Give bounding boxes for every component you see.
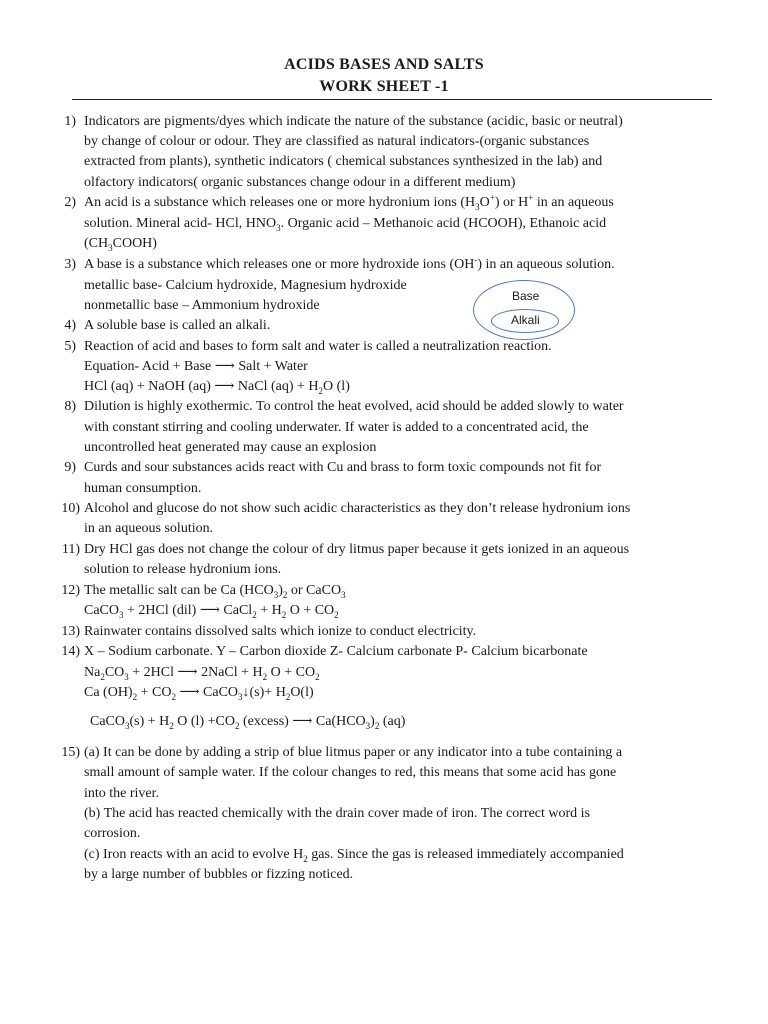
item-text-line: (a) It can be done by adding a strip of blue litmus paper or any indicator into a tube containing a	[84, 745, 623, 760]
item-text-line: HCl (aq) + NaOH (aq) ⟶ NaCl $(aq) + H_2O$ (l)	[84, 379, 350, 396]
item-text-line: CaCO$_3$ + 2HCl (dil) ⟶ CaCl$_2$ + $H_2$ $O + CO_2$	[84, 603, 339, 620]
item-text-line: (c) Iron reacts with an acid to evolve $H_2$ gas. Since the gas is released immediately accompanied	[84, 847, 624, 864]
item-text-line: in an aqueous solution.	[84, 521, 214, 536]
item-text-line: by a large number of bubbles or fizzing noticed.	[84, 867, 354, 882]
item-text-line: solution to release hydronium ions.	[84, 562, 282, 577]
item-text-line: $Na_2CO_3 + 2HCl$ ⟶ 2NaCl + $H_2$ $O + CO_2$	[84, 665, 320, 682]
item-text-line: olfactory indicators( organic substances change odour in a different medium)	[84, 175, 516, 190]
item-text-line: Alcohol and glucose do not show such acidic characteristics as they don’t release hydronium ions	[84, 501, 631, 516]
item-number: 5)	[64, 339, 76, 354]
item-number: 14)	[61, 644, 80, 659]
item-number: 9)	[64, 460, 76, 475]
item-number: 4)	[64, 318, 76, 333]
item-text-line: by change of colour or odour. They are classified as natural indicators-(organic substances	[84, 134, 590, 149]
item-text-line: A base is a substance which releases one or more hydroxide ions (OH-) in an aqueous solution.	[84, 254, 615, 272]
item-text-line: An acid is a substance which releases one or more hydronium ions $(H_3O^+)$ or H+ in an aqueous	[84, 192, 614, 212]
item-text-line: CaCO$_3$(s) + $H_2$ O $(l) +CO_2$ (excess) ⟶ $Ca(HCO_3)_2$ (aq)	[90, 714, 406, 731]
item-text-line: Curds and sour substances acids react with Cu and brass to form toxic compounds not fit for	[84, 460, 602, 475]
item-number: 8)	[64, 399, 76, 414]
item-number: 10)	[61, 501, 80, 516]
page-title: ACIDS BASES AND SALTS	[284, 56, 484, 73]
item-text-line: human consumption.	[84, 481, 202, 496]
item-text-line: solution. Mineral acid- HCl, $HNO_3$. Organic acid – Methanoic acid (HCOOH), Ethanoic acid	[84, 216, 607, 233]
item-number: 3)	[64, 257, 76, 272]
item-text-line: Equation- Acid + Base ⟶ Salt + Water	[84, 359, 308, 374]
item-text-line: The metallic salt can be Ca $(HCO_3)_2$ or CaCO$_3$	[84, 583, 346, 600]
item-text-line: with constant stirring and cooling underwater. If water is added to a concentrated acid, the	[84, 420, 589, 435]
page-subtitle: WORK SHEET -1	[319, 78, 449, 95]
item-text-line: corrosion.	[84, 826, 141, 841]
item-number: 11)	[61, 542, 80, 557]
item-number: 1)	[64, 114, 76, 129]
alkali-label: Alkali	[511, 313, 540, 327]
item-text-line: $(CH_3COOH)$	[84, 236, 157, 253]
item-text-line: (b) The acid has reacted chemically with the drain cover made of iron. The correct word is	[84, 806, 590, 821]
item-text-line: nonmetallic base – Ammonium hydroxide	[84, 298, 320, 313]
item-text-line: small amount of sample water. If the colour changes to red, this means that some acid has gone	[84, 765, 617, 780]
item-text-line: metallic base- Calcium hydroxide, Magnesium hydroxide	[84, 278, 407, 293]
item-text-line: X – Sodium carbonate. Y – Carbon dioxide Z- Calcium carbonate P- Calcium bicarbonate	[84, 644, 588, 659]
header-divider	[72, 99, 712, 100]
item-text-line: extracted from plants), synthetic indicators ( chemical substances synthesized in the lab) and	[84, 154, 603, 169]
item-text-line: Reaction of acid and bases to form salt and water is called a neutralization reaction.	[84, 339, 552, 354]
base-label: Base	[512, 289, 540, 303]
item-text-line: Ca $(OH)_2 + CO_2$ ⟶ CaCO$_3$↓(s)+ $H_2O(l)$	[84, 685, 314, 702]
item-text-line: Indicators are pigments/dyes which indicate the nature of the substance (acidic, basic or neutral)	[84, 114, 623, 129]
item-number: 15)	[61, 745, 80, 760]
item-number: 2)	[64, 195, 76, 210]
item-text-line: Dilution is highly exothermic. To control the heat evolved, acid should be added slowly to water	[84, 399, 624, 414]
item-text-line: Dry HCl gas does not change the colour of dry litmus paper because it gets ionized in an aqueous	[84, 542, 630, 557]
item-text-line: into the river.	[84, 786, 160, 801]
item-number: 13)	[61, 624, 80, 639]
item-text-line: Rainwater contains dissolved salts which ionize to conduct electricity.	[84, 624, 477, 639]
item-text-line: A soluble base is called an alkali.	[84, 318, 271, 333]
item-number: 12)	[61, 583, 80, 598]
item-text-line: uncontrolled heat generated may cause an explosion	[84, 440, 377, 455]
